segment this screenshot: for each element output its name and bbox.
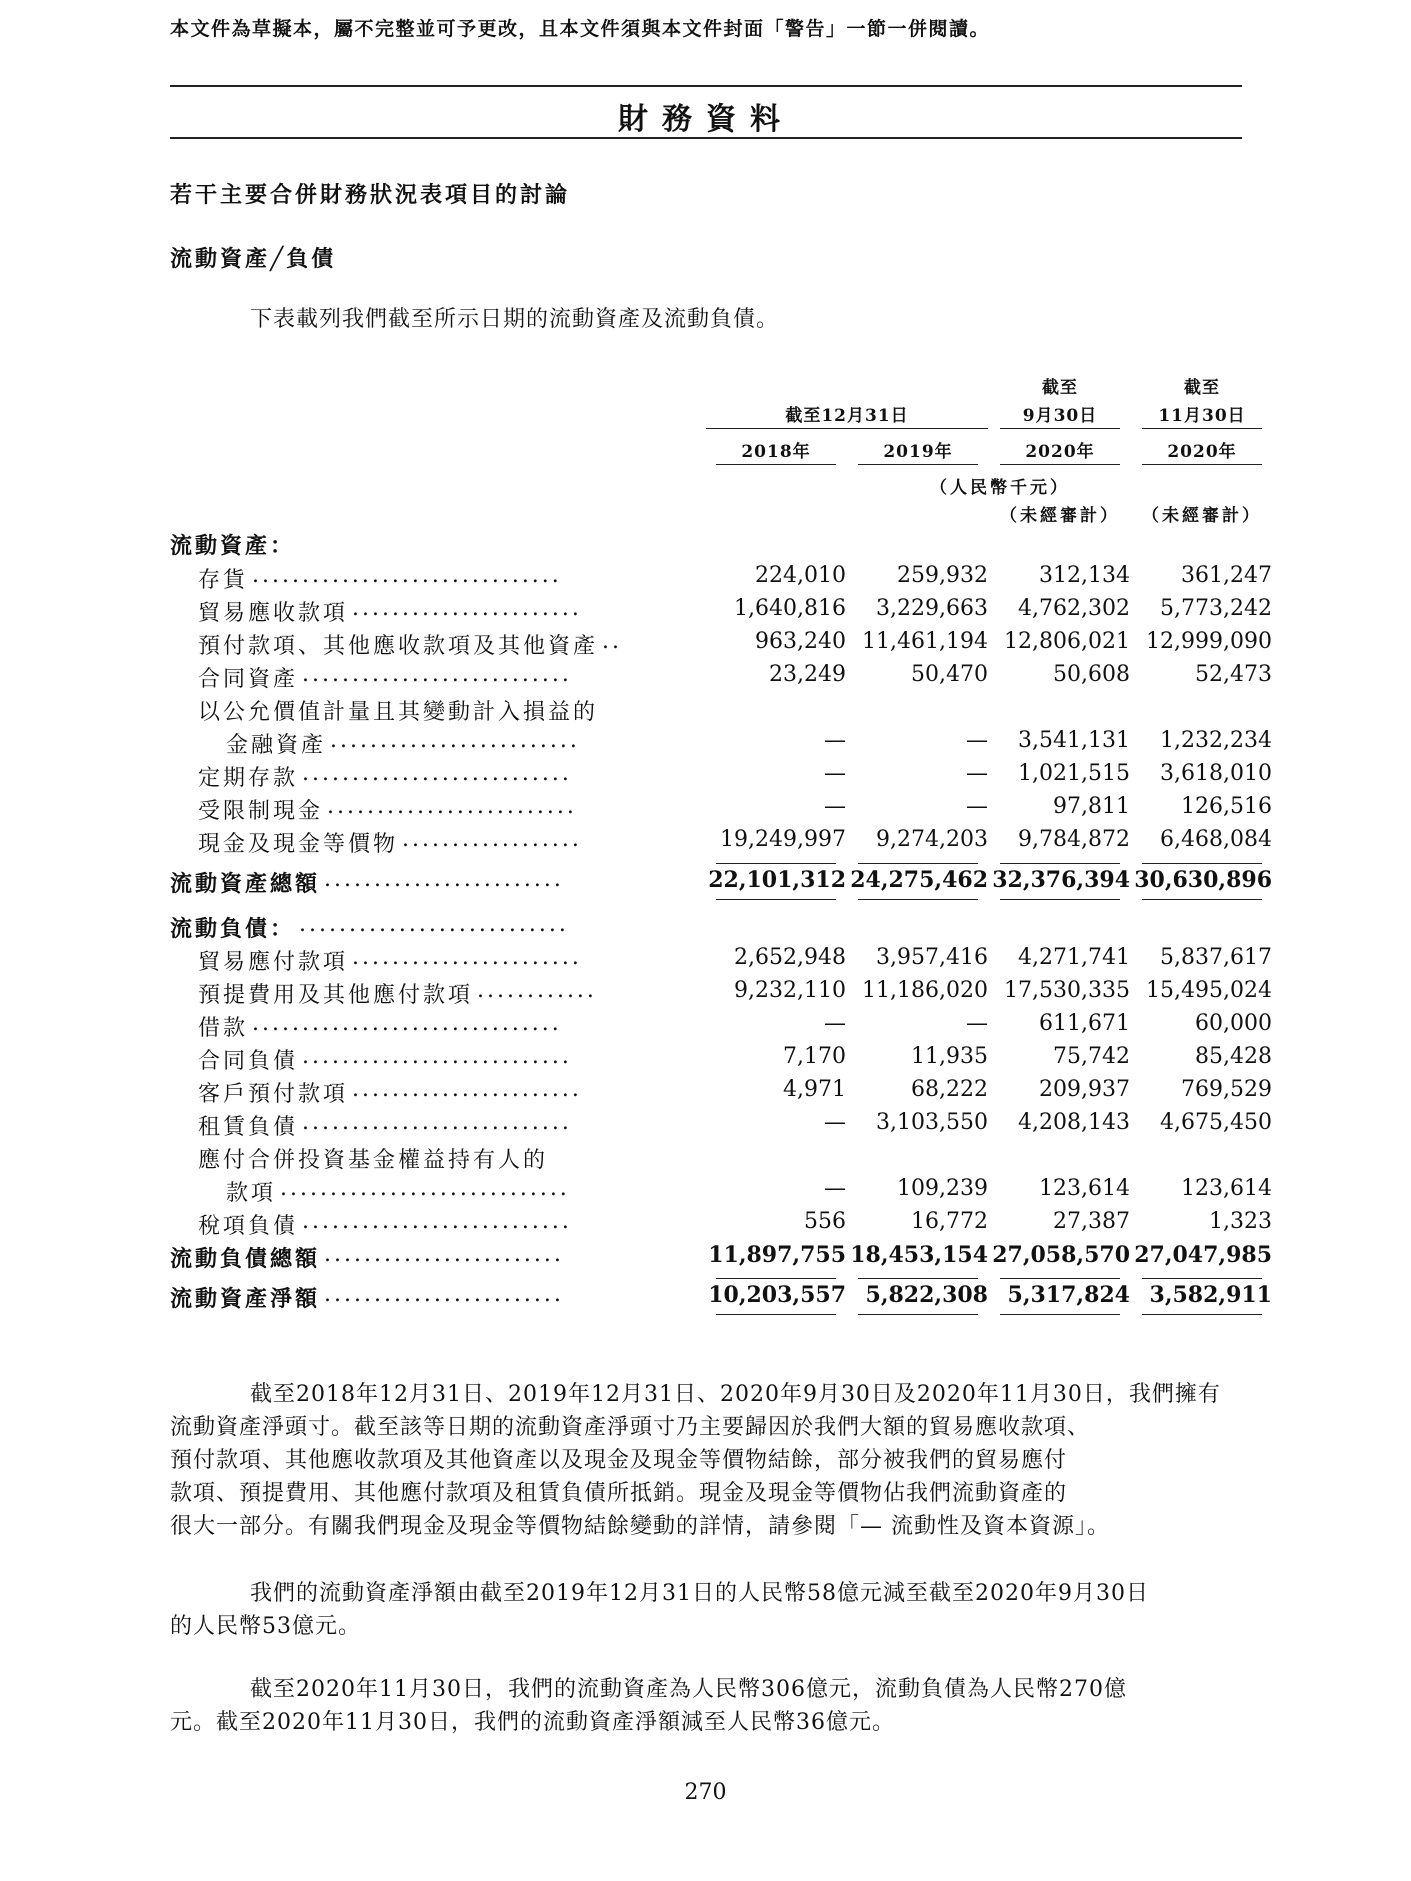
leader-dots: ........................	[324, 1242, 564, 1267]
row-value: 68,222	[911, 1077, 988, 1102]
draft-warning: 本文件為草擬本，屬不完整並可予更改，且本文件須與本文件封面「警告」一節一併閱讀。	[170, 18, 991, 40]
row-label: 預付款項、其他應收款項及其他資產	[198, 634, 599, 659]
row-label: 受限制現金	[198, 799, 324, 824]
table-row	[170, 1176, 1272, 1209]
row-value: —	[824, 1176, 846, 1201]
row-value: —	[966, 794, 988, 819]
row-value: —	[966, 761, 988, 786]
table-row	[170, 912, 1242, 945]
leader-dots: ...........................	[302, 1209, 572, 1234]
row-value: 109,239	[897, 1176, 988, 1201]
row-value: 11,461,194	[862, 629, 988, 654]
row-label: 租賃負債	[198, 1115, 299, 1140]
table-row	[170, 662, 1272, 695]
total-rule	[1000, 1314, 1120, 1315]
para3-line: 元。截至2020年11月30日，我們的流動資產淨額減至人民幣36億元。	[170, 1710, 895, 1735]
leader-dots: .......................	[352, 1077, 582, 1102]
leader-dots: .......................	[352, 945, 582, 970]
paragraph-nov30	[170, 1673, 1242, 1739]
table-row	[170, 629, 1272, 662]
row-value: 7,170	[783, 1044, 846, 1069]
leader-dots: ..	[602, 629, 622, 654]
row-value: 85,428	[1195, 1044, 1272, 1069]
row-value: 963,240	[755, 629, 846, 654]
row-value: 209,937	[1039, 1077, 1130, 1102]
row-value: —	[966, 728, 988, 753]
table-row	[170, 1011, 1272, 1044]
row-value: 361,247	[1181, 563, 1272, 588]
row-value: 611,671	[1039, 1011, 1130, 1036]
total-rule	[858, 899, 978, 900]
subtotal-rule	[1000, 1278, 1120, 1279]
row-label: 流動負債總額	[170, 1246, 321, 1272]
header-year-2018: 2018年	[741, 442, 811, 462]
header-dec31-rule	[706, 428, 988, 429]
row-value: 12,806,021	[1004, 629, 1130, 654]
row-value: 3,541,131	[1018, 728, 1130, 753]
leader-dots: ...............................	[252, 1011, 562, 1036]
header-sep30-line2: 9月30日	[1022, 406, 1098, 426]
heading-discussion: 若干主要合併財務狀況表項目的討論	[170, 182, 571, 208]
para3-line: 截至2020年11月30日，我們的流動資產為人民幣306億元，流動負債為人民幣270億	[250, 1677, 1127, 1702]
row-label: 金融資產	[226, 733, 327, 758]
row-value: 4,971	[783, 1077, 846, 1102]
row-label: 存貨	[198, 568, 249, 593]
row-value: 27,047,985	[1134, 1242, 1272, 1268]
row-value: 18,453,154	[850, 1242, 988, 1268]
row-value: 32,376,394	[992, 867, 1130, 893]
paragraph-decrease	[170, 1577, 1242, 1643]
leader-dots: ...........................	[302, 1044, 572, 1069]
header-nov30-line1: 截至	[1184, 378, 1220, 398]
row-value: 312,134	[1039, 563, 1130, 588]
leader-dots: ............	[477, 978, 597, 1003]
row-label: 貿易應付款項	[198, 950, 349, 975]
table-row	[170, 1044, 1272, 1077]
row-value: 11,897,755	[708, 1242, 846, 1268]
leader-dots: ...............................	[252, 563, 562, 588]
row-value: 769,529	[1181, 1077, 1272, 1102]
header-sep30-rule	[1000, 428, 1120, 429]
year-rule-2019	[858, 464, 978, 465]
para1-line: 流動資產淨頭寸。截至該等日期的流動資產淨頭寸乃主要歸因於我們大額的貿易應收款項、	[170, 1415, 1091, 1440]
table-row	[170, 596, 1272, 629]
leader-dots: ...........................	[302, 662, 572, 687]
row-value: 6,468,084	[1160, 827, 1272, 852]
row-value: 15,495,024	[1146, 978, 1272, 1003]
para2-line: 我們的流動資產淨額由截至2019年12月31日的人民幣58億元減至截至2020年9月30日	[250, 1581, 1149, 1606]
row-value: 11,935	[911, 1044, 988, 1069]
intro-line: 下表載列我們截至所示日期的流動資產及流動負債。	[250, 307, 780, 332]
row-label: 借款	[198, 1016, 249, 1041]
table-row	[170, 827, 1272, 860]
row-label: 合同資產	[198, 667, 299, 692]
table-row	[170, 563, 1272, 596]
para1-line: 很大一部分。有關我們現金及現金等價物結餘變動的詳情，請參閱「— 流動性及資本資源」。	[170, 1514, 1110, 1539]
row-label: 現金及現金等價物	[198, 832, 399, 857]
row-value: 75,742	[1053, 1044, 1130, 1069]
row-value: 23,249	[769, 662, 846, 687]
row-value: 4,675,450	[1160, 1110, 1272, 1135]
row-value: 9,232,110	[734, 978, 846, 1003]
row-value: 11,186,020	[862, 978, 988, 1003]
currency-note: （人民幣千元）	[930, 478, 1070, 498]
unaudited-note-sep: （未經審計）	[1000, 506, 1120, 526]
row-value: 5,773,242	[1160, 596, 1272, 621]
leader-dots: .......................	[352, 596, 582, 621]
table-row	[170, 1077, 1272, 1110]
row-value: 9,784,872	[1018, 827, 1130, 852]
table-row	[170, 761, 1272, 794]
row-value: 5,837,617	[1160, 945, 1272, 970]
header-nov30-rule	[1142, 428, 1262, 429]
total-rule	[1142, 899, 1262, 900]
row-label: 客戶預付款項	[198, 1082, 349, 1107]
subtotal-rule	[1142, 1278, 1262, 1279]
row-value: 224,010	[755, 563, 846, 588]
leader-dots: ...........................	[302, 1110, 572, 1135]
row-value: 123,614	[1039, 1176, 1130, 1201]
page-number: 270	[684, 1780, 727, 1805]
table-row	[170, 728, 1272, 761]
para1-line: 截至2018年12月31日、2019年12月31日、2020年9月30日及2020年11月30日，我們擁有	[250, 1382, 1221, 1407]
row-value: 60,000	[1195, 1011, 1272, 1036]
subtotal-rule	[1142, 863, 1262, 864]
row-label: 款項	[226, 1181, 277, 1206]
table-row	[170, 978, 1272, 1011]
row-value: —	[966, 1011, 988, 1036]
total-rule	[716, 1314, 836, 1315]
row-value: 3,618,010	[1160, 761, 1272, 786]
row-value: 24,275,462	[850, 867, 988, 893]
table-row	[170, 529, 1242, 562]
row-value: 27,387	[1053, 1209, 1130, 1234]
table-row	[170, 1242, 1272, 1275]
year-rule-2020-nov	[1142, 464, 1262, 465]
row-value: 5,822,308	[865, 1282, 988, 1308]
table-row	[170, 1282, 1272, 1315]
row-value: 3,582,911	[1149, 1282, 1272, 1308]
row-label: 定期存款	[198, 766, 299, 791]
leader-dots: .............................	[280, 1176, 570, 1201]
table-row	[170, 1143, 1242, 1176]
para2-line: 的人民幣53億元。	[170, 1614, 361, 1639]
header-year-2020-sep: 2020年	[1025, 442, 1095, 462]
row-value: 30,630,896	[1134, 867, 1272, 893]
subtotal-rule	[716, 1278, 836, 1279]
row-value: —	[824, 1110, 846, 1135]
para1-line: 預付款項、其他應收款項及其他資產以及現金及現金等價物結餘，部分被我們的貿易應付	[170, 1448, 1068, 1473]
leader-dots: ..................	[402, 827, 582, 852]
leader-dots: ...........................	[302, 761, 572, 786]
row-value: 50,470	[911, 662, 988, 687]
row-value: 3,957,416	[876, 945, 988, 970]
row-value: 1,323	[1209, 1209, 1272, 1234]
total-rule	[716, 899, 836, 900]
leader-dots: ...........................	[299, 912, 569, 937]
row-value: —	[824, 1011, 846, 1036]
row-value: 22,101,312	[708, 867, 846, 893]
total-rule	[858, 1314, 978, 1315]
year-rule-2020-sep	[1000, 464, 1120, 465]
heading-current-assets-liabilities: 流動資產╱負債	[170, 246, 337, 272]
total-rule	[1142, 1314, 1262, 1315]
row-value: —	[824, 794, 846, 819]
row-label: 流動資產總額	[170, 871, 321, 897]
row-value: —	[824, 728, 846, 753]
intro-paragraph	[170, 303, 1242, 336]
row-label: 流動資產：	[170, 533, 296, 559]
leader-dots: ........................	[324, 1282, 564, 1307]
subtotal-rule	[1000, 863, 1120, 864]
row-value: 1,232,234	[1160, 728, 1272, 753]
table-row	[170, 1110, 1272, 1143]
paragraph-net-current-assets	[170, 1378, 1242, 1543]
row-label: 以公允價值計量且其變動計入損益的	[198, 700, 599, 725]
row-value: 17,530,335	[1004, 978, 1130, 1003]
table-row	[170, 867, 1272, 900]
row-label: 貿易應收款項	[198, 601, 349, 626]
row-value: 556	[804, 1209, 846, 1234]
row-label: 合同負債	[198, 1049, 299, 1074]
row-value: 19,249,997	[720, 827, 846, 852]
row-value: 27,058,570	[992, 1242, 1130, 1268]
subtotal-rule	[858, 1278, 978, 1279]
title-rule-top	[170, 85, 1242, 87]
row-label: 流動負債：	[170, 916, 296, 942]
header-year-2019: 2019年	[883, 442, 953, 462]
row-value: 3,103,550	[876, 1110, 988, 1135]
row-value: 12,999,090	[1146, 629, 1272, 654]
row-value: 4,271,741	[1018, 945, 1130, 970]
header-year-2020-nov: 2020年	[1167, 442, 1237, 462]
table-row	[170, 695, 1242, 728]
table-row	[170, 794, 1272, 827]
header-dec31: 截至12月31日	[785, 406, 909, 426]
row-value: 4,208,143	[1018, 1110, 1130, 1135]
row-value: 5,317,824	[1007, 1282, 1130, 1308]
subtotal-rule	[716, 863, 836, 864]
row-value: 52,473	[1195, 662, 1272, 687]
row-value: 259,932	[897, 563, 988, 588]
row-label: 稅項負債	[198, 1214, 299, 1239]
row-value: 50,608	[1053, 662, 1130, 687]
table-row	[170, 1209, 1272, 1242]
leader-dots: .........................	[327, 794, 577, 819]
row-value: 2,652,948	[734, 945, 846, 970]
year-rule-2018	[716, 464, 836, 465]
header-sep30-line1: 截至	[1042, 378, 1078, 398]
section-title: 財務資料	[618, 102, 794, 137]
row-label: 流動資產淨額	[170, 1286, 321, 1312]
total-rule	[1000, 899, 1120, 900]
row-label: 預提費用及其他應付款項	[198, 983, 474, 1008]
row-value: 10,203,557	[708, 1282, 846, 1308]
row-value: 97,811	[1053, 794, 1130, 819]
title-rule-bottom	[170, 137, 1242, 139]
leader-dots: .........................	[330, 728, 580, 753]
row-label: 應付合併投資基金權益持有人的	[198, 1148, 549, 1173]
row-value: 4,762,302	[1018, 596, 1130, 621]
table-row	[170, 945, 1272, 978]
para1-line: 款項、預提費用、其他應付款項及租賃負債所抵銷。現金及現金等價物佔我們流動資產的	[170, 1481, 1068, 1506]
subtotal-rule	[858, 863, 978, 864]
row-value: —	[824, 761, 846, 786]
row-value: 16,772	[911, 1209, 988, 1234]
row-value: 1,021,515	[1018, 761, 1130, 786]
row-value: 1,640,816	[734, 596, 846, 621]
row-value: 9,274,203	[876, 827, 988, 852]
row-value: 123,614	[1181, 1176, 1272, 1201]
unaudited-note-nov: （未經審計）	[1142, 506, 1262, 526]
leader-dots: ........................	[324, 867, 564, 892]
row-value: 126,516	[1181, 794, 1272, 819]
row-value: 3,229,663	[876, 596, 988, 621]
header-nov30-line2: 11月30日	[1158, 406, 1246, 426]
